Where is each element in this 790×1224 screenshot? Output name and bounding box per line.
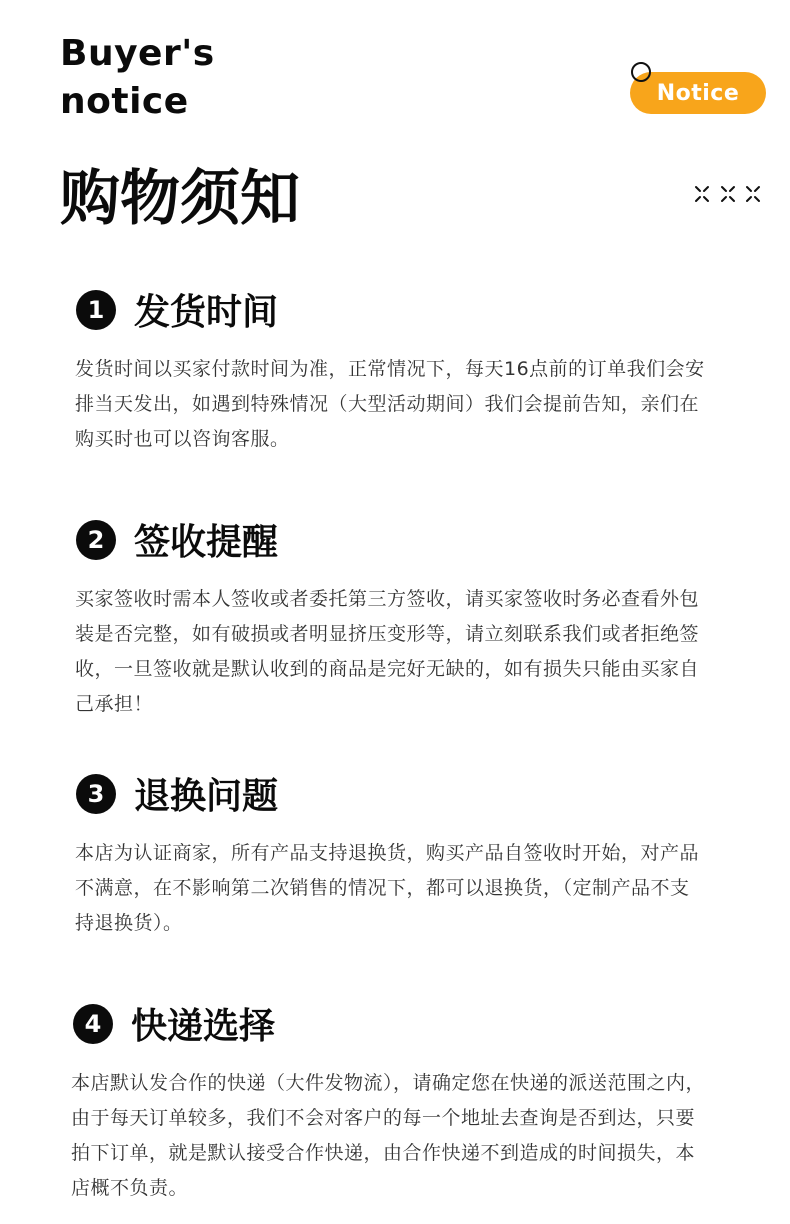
section-3-title: 退换问题 <box>134 776 279 817</box>
brand-line-2: notice <box>60 81 189 122</box>
number-badge-3: 3 <box>76 774 116 814</box>
section-4-line: 店概不负责。 <box>71 1177 189 1199</box>
number-badge-1: 1 <box>76 290 116 330</box>
brand-heading <box>60 30 215 126</box>
section-1-title: 发货时间 <box>134 292 279 333</box>
notice-badge-label: Notice <box>656 80 740 106</box>
section-3-body <box>75 836 699 941</box>
section-4-line: 拍下订单，就是默认接受合作快递，由合作快递不到造成的时间损失，本 <box>71 1142 696 1164</box>
section-4-title: 快递选择 <box>131 1006 276 1047</box>
section-1-line: 排当天发出，如遇到特殊情况（大型活动期间）我们会提前告知，亲们在 <box>75 393 700 415</box>
ring-icon <box>631 62 651 82</box>
section-2-header <box>76 514 278 565</box>
section-3-line: 本店为认证商家，所有产品支持退换货，购买产品自签收时开始，对产品 <box>75 842 700 864</box>
section-1-line: 发货时间以买家付款时间为准，正常情况下，每天16点前的订单我们会安 <box>75 358 705 380</box>
section-4-line: 由于每天订单较多，我们不会对客户的每一个地址去查询是否到达，只要 <box>71 1107 696 1129</box>
number-badge-4: 4 <box>73 1004 113 1044</box>
section-1-body <box>75 352 705 457</box>
section-2-line: 买家签收时需本人签收或者委托第三方签收，请买家签收时务必查看外包 <box>75 588 700 610</box>
section-2-title: 签收提醒 <box>134 522 279 563</box>
section-4-line: 本店默认发合作的快递（大件发物流），请确定您在快递的派送范围之内， <box>71 1072 706 1094</box>
cross-marks-icon <box>694 184 764 204</box>
section-3-line: 持退换货）。 <box>75 912 183 934</box>
section-1-line: 购买时也可以咨询客服。 <box>75 428 290 450</box>
section-2-line: 收，一旦签收就是默认收到的商品是完好无缺的，如有损失只能由买家自 <box>75 658 700 680</box>
section-2-line: 己承担！ <box>75 693 154 715</box>
section-1-header <box>76 284 278 335</box>
section-4-body <box>71 1066 705 1206</box>
section-2-line: 装是否完整，如有破损或者明显挤压变形等，请立刻联系我们或者拒绝签 <box>75 623 700 645</box>
notice-badge <box>630 72 766 114</box>
section-3-line: 不满意，在不影响第二次销售的情况下，都可以退换货，（定制产品不支 <box>75 877 690 899</box>
number-badge-2: 2 <box>76 520 116 560</box>
section-2-body <box>75 582 699 722</box>
section-4-header <box>73 998 275 1049</box>
section-3-header <box>76 768 278 819</box>
page-title: 购物须知 <box>60 164 300 234</box>
brand-line-1: Buyer's <box>60 33 215 74</box>
